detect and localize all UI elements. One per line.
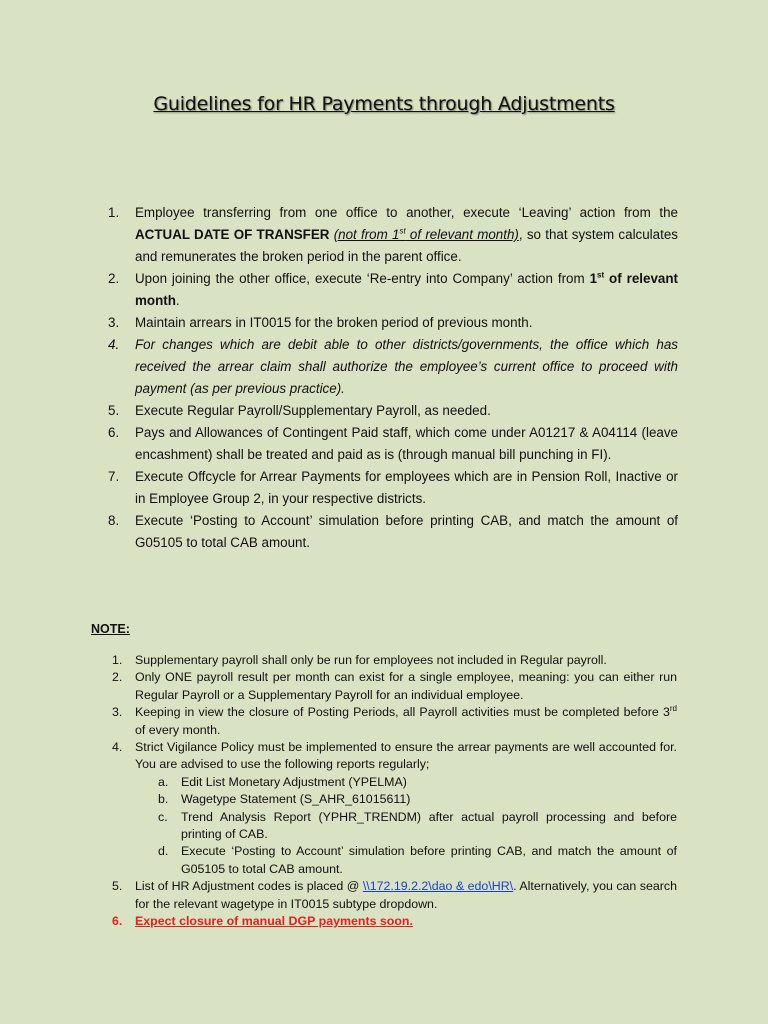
item-number: 5. [112,879,123,894]
item-text: Pays and Allowances of Contingent Paid staff, which come under A01217 & A04114 (leave encashment) shall be treated and paid as is (through manual bill punching in FI). [135,425,678,462]
item-text: Execute Offcycle for Arrear Payments for employees which are in Pension Roll, Inactive or in Employee Group 2, in your respective districts. [135,469,678,506]
guideline-item-7 [108,466,678,510]
item-text: Execute ‘Posting to Account’ simulation before printing CAB, and match the amount of G05105 to total CAB amount. [181,844,677,876]
item-text: Wagetype Statement (S_AHR_61015611) [181,792,411,807]
guideline-item-5 [108,400,678,422]
note-heading: NOTE: [91,622,130,636]
report-item-b [112,791,677,808]
guideline-item-8 [108,510,678,554]
item-letter: c. [158,809,168,824]
report-item-a [112,774,677,791]
item-number: 4. [112,740,123,755]
note-item-6 [112,913,677,930]
item-text: Only ONE payroll result per month can exist for a single employee, meaning: you can either run Regular Payroll or a Supplementary Payroll for an individual employee. [135,670,677,702]
item-number: 2. [112,670,123,685]
report-item-d [112,843,677,878]
item-text: Supplementary payroll shall only be run for employees not included in Regular payroll. [135,653,607,667]
item-text: Expect closure of manual DGP payments soon. [135,914,413,929]
guideline-item-3 [108,312,678,334]
item-text: Strict Vigilance Policy must be implemented to ensure the arrear payments are well accounted for. You are advised to use the following reports regularly; [135,740,677,772]
note-sublist-container [112,774,677,878]
item-letter: a. [158,774,169,789]
item-number: 3. [108,315,120,330]
item-parenthetical [334,227,519,242]
item-number: 1. [112,653,123,667]
note-list [112,652,677,931]
document-title: Guidelines for HR Payments through Adjustments [153,93,615,115]
note-item-5 [112,878,677,913]
parenthetical-start: (not from 1 [333,227,400,242]
guideline-item-4 [108,334,678,400]
emphasis-start: 1 [589,271,598,286]
document-title-container [0,93,768,115]
guideline-item-2 [108,268,678,312]
ordinal-suffix: st [597,270,605,280]
item-number: 4. [108,337,120,352]
report-sublist [112,774,677,878]
item-text: Execute ‘Posting to Account’ simulation before printing CAB, and match the amount of G05105 to total CAB amount. [135,513,678,550]
item-text: Maintain arrears in IT0015 for the broken period of previous month. [135,315,533,330]
note-item-4 [112,739,677,774]
item-number: 7. [108,469,120,484]
note-item-3 [112,704,677,739]
guideline-item-6 [108,422,678,466]
item-text: Edit List Monetary Adjustment (YPELMA) [181,774,407,789]
item-text: Upon joining the other office, execute ‘Re-entry into Company’ action from [135,271,590,286]
item-text: For changes which are debit able to other districts/governments, the office which has received the arrear claim shall authorize the employee’s current office to proceed with payment (as per previous practice). [135,337,678,396]
item-number: 2. [108,271,120,286]
item-text: Keeping in view the closure of Posting Periods, all Payroll activities must be completed before 3 [135,705,670,720]
item-number: 3. [112,705,123,720]
item-number: 6. [112,914,123,929]
item-number: 1. [108,205,120,220]
emphasis-end: of relevant month [135,271,678,308]
item-letter: b. [158,792,169,807]
item-text-cont: , so that system calculates and remunerates the broken period in the parent office. [135,227,678,264]
item-text-cont: of every month. [135,722,221,737]
item-text: Execute Regular Payroll/Supplementary Payroll, as needed. [135,403,491,418]
item-emphasis: ACTUAL DATE OF TRANSFER [135,227,330,242]
parenthetical-end: of relevant month) [405,227,519,242]
item-text: Trend Analysis Report (YPHR_TRENDM) after actual payroll processing and before printing of CAB. [181,809,677,842]
item-number: 6. [108,425,120,440]
item-text: Employee transferring from one office to another, execute ‘Leaving’ action from the [135,205,678,220]
item-text-cont: . [175,293,180,308]
report-item-c [112,809,677,844]
item-text: List of HR Adjustment codes is placed @ [135,879,363,894]
item-number: 8. [108,513,120,528]
network-path-link[interactable]: \\172.19.2.2\dao & edo\HR\ [362,879,514,894]
guidelines-list [108,202,678,554]
item-letter: d. [158,844,169,859]
item-number: 5. [108,403,120,418]
guideline-item-1 [108,202,678,268]
ordinal-suffix: rd [669,704,677,714]
note-item-2 [112,669,677,704]
item-text-cont: . Alternatively, you can search for the relevant wagetype in IT0015 subtype dropdown. [135,879,678,911]
note-item-1 [112,652,677,669]
ordinal-suffix: st [399,226,406,236]
